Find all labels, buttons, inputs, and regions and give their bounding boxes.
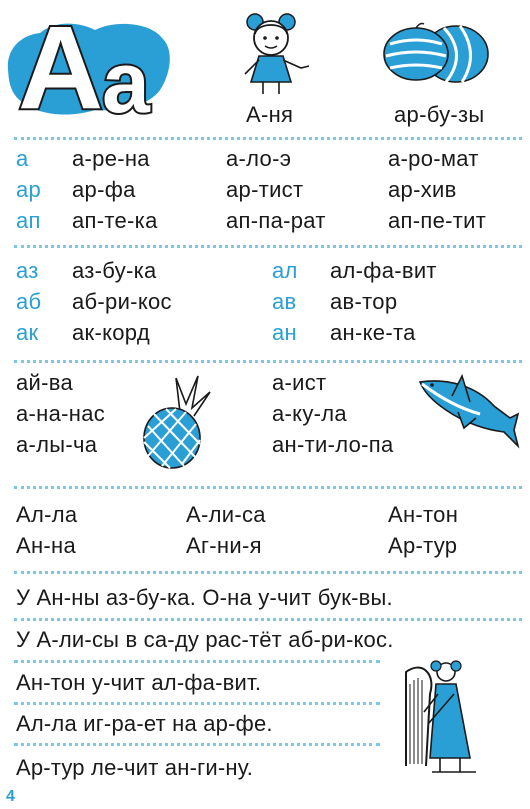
word: ар-фа bbox=[72, 177, 136, 202]
syllable: ал bbox=[272, 258, 298, 283]
caption-girl: А-ня bbox=[246, 102, 294, 127]
divider bbox=[14, 743, 380, 746]
word: а-ло-э bbox=[226, 146, 292, 171]
name: Ал-ла bbox=[16, 502, 78, 527]
word: а-лы-ча bbox=[16, 432, 98, 457]
divider bbox=[14, 660, 380, 663]
divider bbox=[14, 486, 522, 489]
word: ак-корд bbox=[72, 320, 150, 345]
word: а-ку-ла bbox=[272, 401, 347, 426]
syllable: ар bbox=[16, 177, 42, 202]
word: а-ро-мат bbox=[388, 146, 479, 171]
sentence: Ал-ла иг-ра-ет на ар-фе. bbox=[16, 711, 273, 736]
syllable: ав bbox=[272, 289, 297, 314]
word: ал-фа-вит bbox=[330, 258, 437, 283]
word: ап-пе-тит bbox=[388, 208, 487, 233]
name: Ар-тур bbox=[388, 533, 458, 558]
word: аз-бу-ка bbox=[72, 258, 157, 283]
word: ай-ва bbox=[16, 370, 74, 395]
shark-icon bbox=[418, 372, 522, 450]
big-letter-a bbox=[0, 0, 180, 125]
syllable: ан bbox=[272, 320, 297, 345]
small-letter-a-text: a bbox=[102, 35, 150, 125]
word: а-ист bbox=[272, 370, 327, 395]
divider bbox=[14, 245, 522, 248]
word: аб-ри-кос bbox=[72, 289, 172, 314]
word: а-на-нас bbox=[16, 401, 106, 426]
name: Аг-ни-я bbox=[186, 533, 262, 558]
syllable: а bbox=[16, 146, 29, 171]
divider bbox=[14, 571, 522, 574]
name: Ан-тон bbox=[388, 502, 459, 527]
pineapple-icon bbox=[136, 372, 214, 472]
sentence: У Ан-ны аз-бу-ка. О-на у-чит бук-вы. bbox=[16, 585, 393, 610]
caption-watermelon: ар-бу-зы bbox=[394, 102, 485, 127]
word: ап-па-рат bbox=[226, 208, 326, 233]
syllable: аз bbox=[16, 258, 39, 283]
sentence: Ар-тур ле-чит ан-ги-ну. bbox=[16, 755, 254, 780]
name: А-ли-са bbox=[186, 502, 266, 527]
sentence: Ан-тон у-чит ал-фа-вит. bbox=[16, 670, 262, 695]
harpist-icon bbox=[396, 654, 480, 776]
word: ав-тор bbox=[330, 289, 398, 314]
word: ан-ти-ло-па bbox=[272, 432, 394, 457]
syllable: аб bbox=[16, 289, 42, 314]
name: Ан-на bbox=[16, 533, 77, 558]
word: ар-тист bbox=[226, 177, 304, 202]
divider bbox=[14, 137, 522, 140]
word: а-ре-на bbox=[72, 146, 150, 171]
divider bbox=[14, 702, 380, 705]
sentence: У А-ли-сы в са-ду рас-тёт аб-ри-кос. bbox=[16, 627, 394, 652]
watermelon-icon bbox=[376, 14, 496, 94]
divider bbox=[14, 618, 522, 621]
word: ап-те-ка bbox=[72, 208, 158, 233]
divider bbox=[14, 360, 522, 363]
page-number: 4 bbox=[6, 788, 15, 805]
girl-icon bbox=[235, 6, 315, 98]
syllable: ап bbox=[16, 208, 41, 233]
word: ан-ке-та bbox=[330, 320, 416, 345]
word: ар-хив bbox=[388, 177, 457, 202]
big-letter-a-text: A bbox=[18, 2, 104, 125]
syllable: ак bbox=[16, 320, 39, 345]
